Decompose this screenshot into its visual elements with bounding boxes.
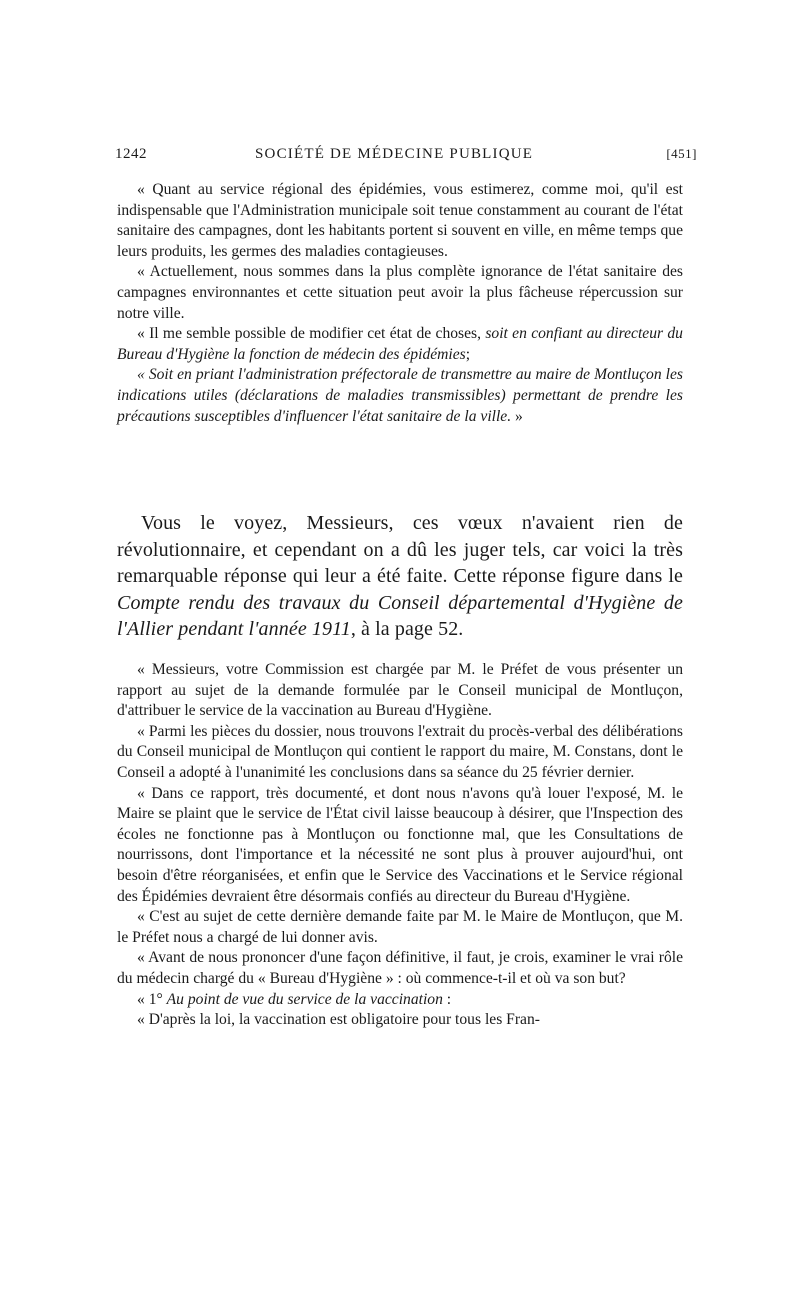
running-header xyxy=(115,146,697,170)
quote2-p6-italic: Au point de vue du service de la vaccination xyxy=(166,990,443,1008)
quote2-paragraph-3: « Dans ce rapport, très documenté, et dont nous n'avons qu'à louer l'exposé, M. le Maire se plaint que le service de l'État civil laisse beaucoup à désirer, que l'Inspection des écoles ne fonctionne pas à Montluçon ou fonctionne mal, que les Consultations de nourrissons, dont l'importance et la nécessité ne sont plus à prouver aujourd'hui, ont besoin d'être réorganisées, et enfin que le Service des Vaccinations et le Service régional des Épidémies devraient être désormais confiés au directeur du Bureau d'Hygiène. xyxy=(117,784,683,905)
quote2-paragraph-2: « Parmi les pièces du dossier, nous trouvons l'extrait du procès-verbal des délibérations du Conseil municipal de Montluçon qui contient le rapport du maire, M. Constans, dont le Conseil a adopté à l'unanimité les conclusions dans sa séance du 25 février dernier. xyxy=(117,722,683,781)
bracket-reference: [451] xyxy=(666,146,697,161)
quote2-paragraph-1: « Messieurs, votre Commission est chargée par M. le Préfet de vous présenter un rapport au sujet de la demande formulée par le Conseil municipal de Montluçon, d'attribuer le service de la vaccination au Bureau d'Hygiène. xyxy=(117,661,683,720)
quote2-p6-end: : xyxy=(442,990,452,1008)
quote1-p3-text: « Il me semble possible de modifier cet état de choses, xyxy=(137,325,482,343)
quote2-paragraph-6 xyxy=(117,990,683,1011)
running-title: SOCIÉTÉ DE MÉDECINE PUBLIQUE xyxy=(255,146,534,162)
quoted-letter-excerpt xyxy=(117,180,683,427)
main-body-paragraph xyxy=(117,510,683,643)
quote2-paragraph-7: « D'après la loi, la vaccination est obligatoire pour tous les Fran- xyxy=(137,1011,540,1029)
quote1-p4-end: » xyxy=(511,407,523,425)
quote1-paragraph-4 xyxy=(117,365,683,427)
body-paragraph xyxy=(117,510,683,643)
quote1-p3-italic: soit en confiant au directeur du Bureau d'Hygiène la fonction de médecin des épidémies xyxy=(117,325,683,363)
body-text-start: Vous le voyez, Messieurs, ces vœux n'avaient rien de révolutionnaire, et cependant on a dû les juger tels, car voici la très remarquable réponse qui leur a été faite. Cette réponse figure dans le xyxy=(117,512,683,588)
page-number: 1242 xyxy=(115,146,147,162)
body-italic-title: Compte rendu des travaux du Conseil départemental d'Hygiène de l'Allier pendant l'année 1911 xyxy=(117,591,683,641)
quote1-paragraph-1: « Quant au service régional des épidémies, vous estimerez, comme moi, qu'il est indispensable que l'Administration municipale soit tenue constamment au courant de l'état sanitaire des campagnes, dont les habitants portent si souvent en ville, en même temps que leurs produits, les germes des maladies contagieuses. xyxy=(117,181,683,260)
quote1-paragraph-2: « Actuellement, nous sommes dans la plus complète ignorance de l'état sanitaire des campagnes environnantes et cette situation peut avoir la plus fâcheuse répercussion sur notre ville. xyxy=(117,263,683,322)
quote1-p3-end: ; xyxy=(465,345,471,363)
quote1-paragraph-3 xyxy=(117,324,683,365)
quote2-paragraph-5: « Avant de nous prononcer d'une façon définitive, il faut, je crois, examiner le vrai rôle du médecin chargé du « Bureau d'Hygiène » : où commence-t-il et où va son but? xyxy=(117,949,683,987)
quote2-paragraph-4: « C'est au sujet de cette dernière demande faite par M. le Maire de Montluçon, que M. le Préfet nous a chargé de lui donner avis. xyxy=(117,908,683,946)
quote2-p6-start: « 1° xyxy=(137,990,167,1008)
quote1-p4-italic: « Soit en priant l'administration préfectorale de transmettre au maire de Montluçon les indications utiles (déclarations de maladies transmissibles) permettant de prendre les précautions susceptibles d'influencer l'état sanitaire de la ville. xyxy=(117,366,683,425)
body-text-end: , à la page 52. xyxy=(350,618,464,641)
quoted-commission-report xyxy=(117,660,683,1031)
